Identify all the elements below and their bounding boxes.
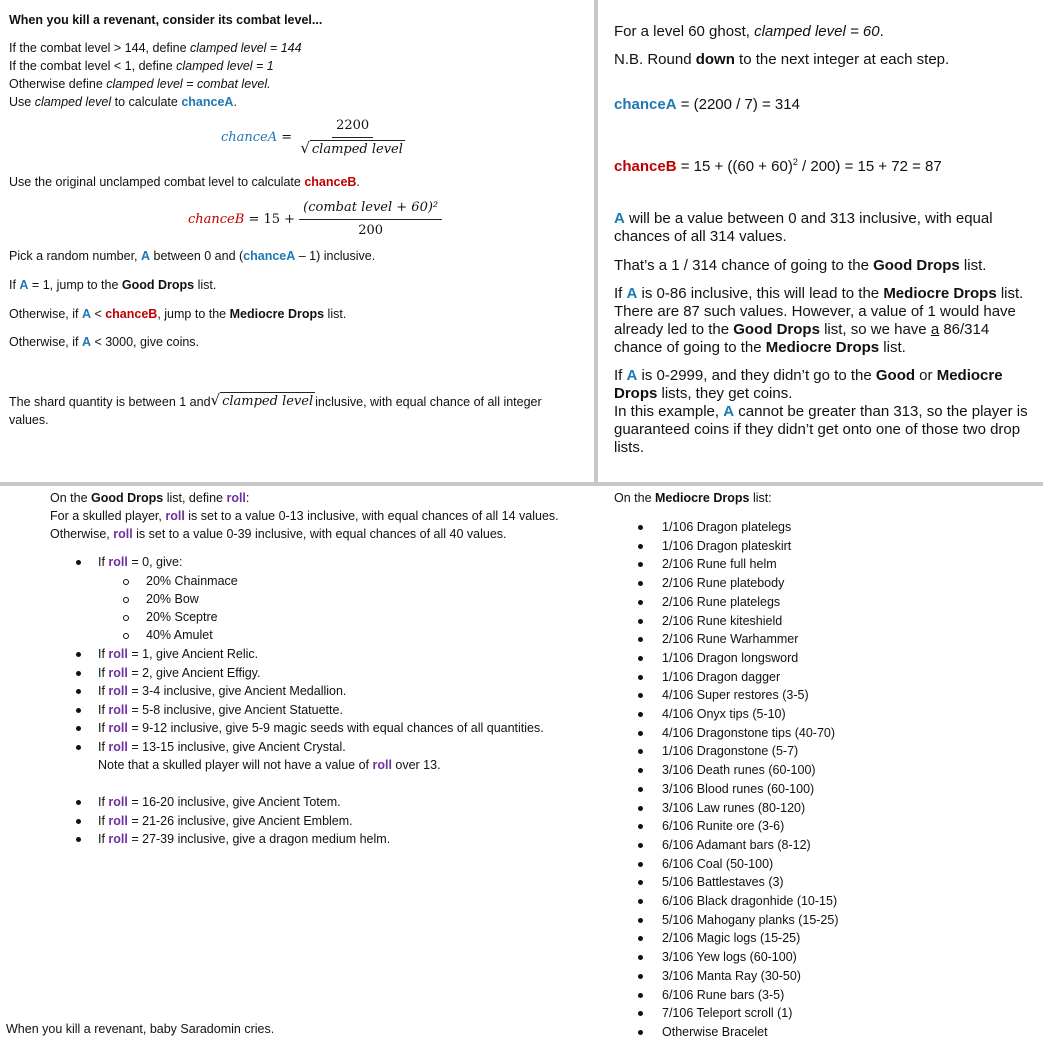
list-item: 6/106 Black dragonhide (10-15)	[662, 894, 838, 908]
bullet	[76, 671, 81, 676]
list-item: 3/106 Blood runes (60-100)	[662, 781, 815, 796]
list-item: 3/106 Death runes (60-100)	[662, 763, 816, 778]
bullet	[76, 745, 81, 750]
list-item: 4/106 Onyx tips (5-10)	[662, 707, 786, 721]
chanceB-usage: Use the original unclamped combat level to calculate chanceB.	[9, 175, 360, 189]
formula-chanceA: chanceA = 2200 √ clamped level	[221, 117, 409, 159]
bullet	[638, 525, 643, 530]
bullet	[76, 837, 81, 842]
bullet	[638, 562, 643, 567]
list-item: Otherwise Bracelet	[662, 1024, 768, 1039]
list-item: If roll = 1, give Ancient Relic.	[98, 647, 259, 661]
bullet	[638, 731, 643, 736]
bullet	[638, 656, 643, 661]
formula-chanceB: chanceB = 15 + $\frac{\text{(combat level + 60)²}}{200}$	[188, 199, 442, 240]
list-item: 2/106 Rune platelegs	[662, 594, 781, 609]
bullet	[638, 880, 643, 885]
bullet	[638, 749, 643, 754]
bullet	[638, 581, 643, 586]
rule-good-drops: If A = 1, jump to the Good Drops list.	[9, 278, 217, 292]
explanation-block	[614, 210, 1038, 457]
rule-mediocre-drops: Otherwise, if A < chanceB, jump to the Mediocre Drops list.	[9, 307, 347, 321]
sub-list-item: 40% Amulet	[146, 628, 213, 642]
list-item: If roll = 2, give Ancient Effigy.	[98, 665, 261, 680]
list-item: 6/106 Coal (50-100)	[662, 856, 774, 871]
list-item: 3/106 Law runes (80-120)	[662, 800, 806, 815]
list-item: 3/106 Manta Ray (30-50)	[662, 968, 801, 983]
list-item: 1/106 Dragon dagger	[662, 669, 781, 684]
bullet	[638, 974, 643, 979]
bullet	[76, 819, 81, 824]
bullet	[638, 712, 643, 717]
rounding-note: N.B. Round down to the next integer at each step.	[614, 51, 950, 68]
sub-bullet	[123, 597, 129, 603]
list-item: 1/106 Dragonstone (5-7)	[662, 744, 799, 759]
bullet	[76, 560, 81, 565]
list-item: 2/106 Rune platebody	[662, 576, 785, 591]
bullet	[638, 824, 643, 829]
guaranteed-coins-paragraph: In this example, A cannot be greater than 313, so the player is guaranteed coins if they didn’t get onto one of those two drop lists.	[614, 403, 1028, 456]
mediocre-drops-chance: If A is 0-86 inclusive, this will lead to the Mediocre Drops list. There are 87 such values. However, a value of 1 would have already led to the Good Drops list, so we have a 86/314 chance of going to the Mediocre Drops list.	[614, 285, 1024, 356]
formula-b-fraction: $\frac{\text{(combat level + 60)²}}{200}$	[299, 199, 442, 240]
bullet	[638, 918, 643, 923]
bullet	[638, 843, 643, 848]
bullet	[638, 600, 643, 605]
list-item: If roll = 5-8 inclusive, give Ancient Statuette.	[98, 702, 343, 717]
worked-example-panel	[598, 0, 1043, 482]
list-item: If roll = 3-4 inclusive, give Ancient Medallion.	[98, 684, 347, 699]
bullet	[638, 637, 643, 642]
list-item: If roll = 16-20 inclusive, give Ancient Totem.	[98, 795, 341, 809]
sub-bullet	[123, 633, 129, 639]
list-item: 1/106 Dragon longsword	[662, 650, 799, 665]
good-drops-panel	[0, 486, 606, 1041]
list-item: 2/106 Rune full helm	[662, 557, 777, 572]
skulled-roll-rule: For a skulled player, roll is set to a value 0-13 inclusive, with equal chances of all 14 values.	[50, 509, 559, 523]
list-item: 1/106 Dragon plateskirt	[662, 538, 792, 553]
a-range-paragraph: A will be a value between 0 and 313 inclusive, with equal chances of all 314 values.	[614, 210, 993, 245]
bullet	[76, 689, 81, 694]
bullet	[638, 1011, 643, 1016]
list-item: 2/106 Magic logs (15-25)	[662, 931, 801, 946]
list-item: 6/106 Runite ore (3-6)	[662, 819, 785, 834]
shard-quantity-line: The shard quantity is between 1 and √ clamped level inclusive, with equal chance of all integer	[9, 391, 542, 409]
list-item: If roll = 27-39 inclusive, give a dragon medium helm.	[98, 832, 391, 847]
sub-list-item: 20% Sceptre	[146, 610, 218, 624]
bullet	[638, 955, 643, 960]
clamp-rule-high: If the combat level > 144, define clamped level = 144	[9, 41, 302, 55]
list-item: If roll = 21-26 inclusive, give Ancient Emblem.	[98, 813, 353, 828]
bullet	[76, 800, 81, 805]
list-item: 4/106 Dragonstone tips (40-70)	[662, 725, 836, 740]
mediocre-drops-intro: On the Mediocre Drops list:	[614, 491, 772, 505]
bullet	[638, 787, 643, 792]
bullet	[638, 693, 643, 698]
bullet	[638, 993, 643, 998]
pick-random-line: Pick a random number, A between 0 and (chanceA – 1) inclusive.	[9, 249, 376, 263]
chanceB-result: chanceB = $15 + ((60 + 60)^2 / 200) = 15 + 72 = 87$	[614, 157, 942, 175]
unskulled-roll-rule: Otherwise, roll is set to a value 0-39 inclusive, with equal chances of all 40 values.	[50, 527, 507, 541]
chanceA-result: chanceA = (2200 / 7) = 314	[614, 96, 800, 113]
list-item: 6/106 Adamant bars (8-12)	[662, 837, 811, 852]
sub-list-item: 20% Chainmace	[146, 574, 238, 588]
footer-note: When you kill a revenant, baby Saradomin cries.	[6, 1022, 275, 1036]
bullet	[638, 768, 643, 773]
sub-list-item: 20% Bow	[146, 592, 199, 606]
ghost-example: For a level 60 ghost, clamped level = 60.	[614, 23, 884, 40]
clamp-rule-low: If the combat level < 1, define clamped level = 1	[9, 59, 274, 73]
list-item: If roll = 9-12 inclusive, give 5-9 magic seeds with equal chances of all quantities.	[98, 721, 544, 736]
list-item: 5/106 Mahogany planks (15-25)	[662, 912, 839, 927]
skulled-note: Note that a skulled player will not have a value of roll over 13.	[98, 758, 441, 772]
list-item: 1/106 Dragon platelegs	[662, 520, 792, 534]
formula-a-fraction: 2200 √ clamped level	[300, 118, 403, 157]
list-item: 2/106 Rune Warhammer	[662, 632, 799, 647]
clamp-usage: Use clamped level to calculate chanceA.	[9, 95, 237, 109]
combat-level-panel	[0, 0, 594, 482]
bullet	[638, 544, 643, 549]
coins-paragraph: If A is 0-2999, and they didn’t go to the Good or Mediocre Drops lists, they get coins.	[614, 367, 1003, 402]
rule-coins: Otherwise, if A < 3000, give coins.	[9, 335, 200, 349]
bullet	[76, 652, 81, 657]
shard-quantity-line2: values.	[9, 413, 49, 427]
sub-bullet	[123, 579, 129, 585]
bullet	[638, 899, 643, 904]
good-drops-intro: On the Good Drops list, define roll:	[50, 491, 250, 505]
mediocre-drops-panel	[606, 486, 1043, 1041]
list-item: 2/106 Rune kiteshield	[662, 613, 783, 628]
list-item: 4/106 Super restores (3-5)	[662, 688, 809, 703]
panel-heading: When you kill a revenant, consider its combat level...	[9, 13, 323, 27]
bullet	[76, 726, 81, 731]
list-item: If roll = 13-15 inclusive, give Ancient Crystal.	[98, 740, 346, 754]
good-drops-chance: That’s a 1 / 314 chance of going to the Good Drops list.	[614, 257, 987, 274]
clamp-rule-default: Otherwise define clamped level = combat level.	[9, 77, 271, 91]
list-item: 3/106 Yew logs (60-100)	[662, 950, 797, 965]
list-item: 5/106 Battlestaves (3)	[662, 875, 784, 890]
roll-zero-rule: If roll = 0, give:	[98, 555, 183, 569]
list-item: 6/106 Rune bars (3-5)	[662, 987, 785, 1002]
bullet	[638, 806, 643, 811]
bullet	[638, 1030, 643, 1035]
bullet	[638, 675, 643, 680]
list-item: 7/106 Teleport scroll (1)	[662, 1006, 793, 1021]
bullet	[76, 708, 81, 713]
bullet	[638, 862, 643, 867]
bullet	[638, 619, 643, 624]
sub-bullet	[123, 615, 129, 621]
bullet	[638, 936, 643, 941]
